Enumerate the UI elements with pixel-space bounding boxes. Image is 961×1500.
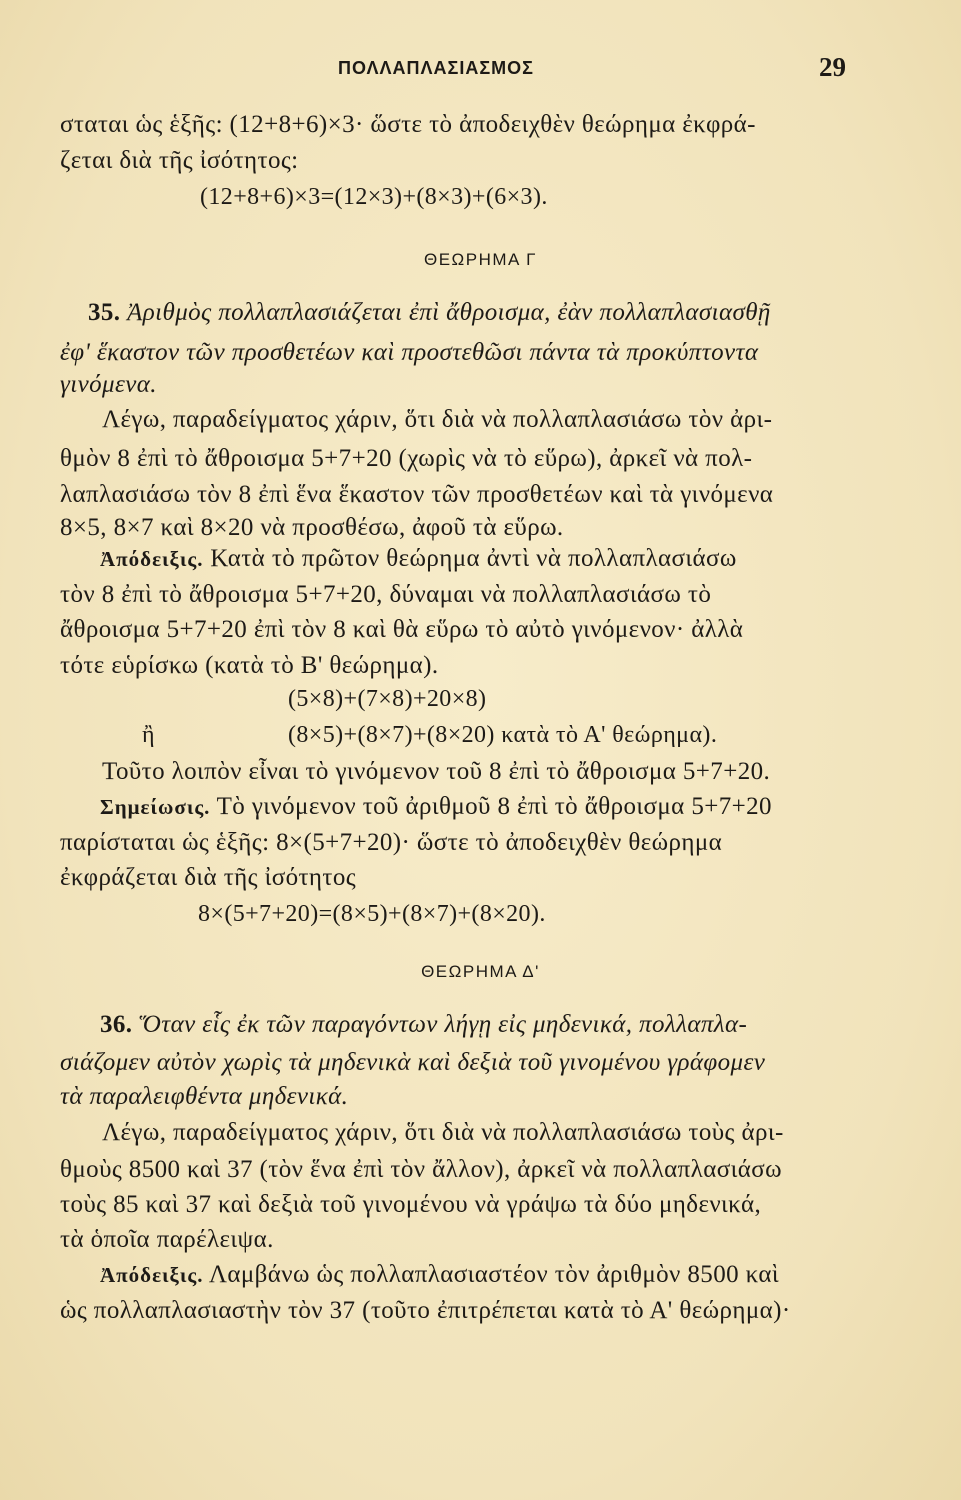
theorem-text: ἐφ' ἕκαστον τῶν προσθετέων καὶ προστεθῶσι πάντα τὰ προκύπτοντα [60, 339, 759, 366]
text-line: ἐκφράζεται διὰ τῆς ἰσότητος [60, 864, 357, 891]
proof-label: Ἀπόδειξις. [100, 1263, 204, 1287]
equation-or: ἢ [142, 722, 155, 748]
section-number: 36. [100, 1011, 133, 1038]
text-line: παρίσταται ὡς ἑξῆς: 8×(5+7+20)· ὥστε τὸ ἀποδειχθὲν θεώρημα [60, 829, 723, 856]
text-line: ζεται διὰ τῆς ἰσότητος: [60, 147, 299, 174]
running-title: ΠΟΛΛΑΠΛΑΣΙΑΣΜΟΣ [338, 58, 534, 78]
text-line: ἄθροισμα 5+7+20 ἐπὶ τὸν 8 καὶ θὰ εὕρω τὸ αὐτὸ γινόμενον· ἀλλὰ [60, 616, 744, 643]
theorem-heading: ΘΕΩΡΗΜΑ Γ [423, 250, 538, 269]
section-number: 35. [88, 299, 121, 326]
proof-line [100, 1260, 779, 1290]
text-line: Λέγω, παραδείγματος χάριν, ὅτι διὰ νὰ πολλαπλασιάσω τοὺς ἀρι- [102, 1119, 784, 1146]
text-line: θμοὺς 8500 καὶ 37 (τὸν ἕνα ἐπὶ τὸν ἄλλον), ἀρκεῖ νὰ πολλαπλασιάσω [60, 1156, 782, 1183]
theorem-heading: ΘΕΩΡΗΜΑ Δ' [421, 962, 540, 981]
theorem-text: γινόμενα. [60, 371, 157, 398]
note-label: Σημείωσις. [100, 795, 211, 819]
equation: (8×5)+(8×7)+(8×20) κατὰ τὸ Α' θεώρημα). [288, 722, 718, 748]
text-line: θμὸν 8 ἐπὶ τὸ ἄθροισμα 5+7+20 (χωρὶς νὰ τὸ εὕρω), ἀρκεῖ νὰ πολ- [60, 445, 753, 472]
text-line: τότε εὑρίσκω (κατὰ τὸ Β' θεώρημα). [60, 652, 439, 679]
text-line: τὸν 8 ἐπὶ τὸ ἄθροισμα 5+7+20, δύναμαι νὰ πολλαπλασιάσω τὸ [60, 581, 712, 608]
theorem-text: σιάζομεν αὐτὸν χωρὶς τὰ μηδενικὰ καὶ δεξιὰ τοῦ γινομένου γράφομεν [60, 1049, 766, 1076]
text-line: τὰ ὁποῖα παρέλειψα. [60, 1226, 274, 1253]
text-line: λαπλασιάσω τὸν 8 ἐπὶ ἕνα ἕκαστον τῶν προσθετέων καὶ τὰ γινόμενα [60, 481, 774, 508]
theorem-statement [88, 298, 771, 328]
text-line: σταται ὡς ἑξῆς: (12+8+6)×3· ὥστε τὸ ἀποδειχθὲν θεώρημα ἐκφρά- [60, 111, 756, 138]
proof-line [100, 544, 737, 574]
theorem-text: Ἀριθμὸς πολλαπλασιάζεται ἐπὶ ἄθροισμα, ἐὰν πολλαπλασιασθῇ [127, 299, 771, 326]
proof-label: Ἀπόδειξις. [100, 547, 204, 571]
text-segment: Τὸ γινόμενον τοῦ ἀριθμοῦ 8 ἐπὶ τὸ ἄθροισμα 5+7+20 [216, 793, 772, 820]
text-segment: Λαμβάνω ὡς πολλαπλασιαστέον τὸν ἀριθμὸν 8500 καὶ [208, 1261, 780, 1288]
equation: 8×(5+7+20)=(8×5)+(8×7)+(8×20). [198, 901, 546, 927]
theorem-text: τὰ παραλειφθέντα μηδενικά. [60, 1083, 349, 1110]
equation: (5×8)+(7×8)+20×8) [288, 686, 487, 712]
text-line: 8×5, 8×7 καὶ 8×20 νὰ προσθέσω, ἀφοῦ τὰ εὕρω. [60, 514, 564, 541]
theorem-statement [100, 1010, 747, 1040]
text-line: τοὺς 85 καὶ 37 καὶ δεξιὰ τοῦ γινομένου νὰ γράψω τὰ δύο μηδενικά, [60, 1191, 762, 1218]
text-line: Λέγω, παραδείγματος χάριν, ὅτι διὰ νὰ πολλαπλασιάσω τὸν ἀρι- [102, 406, 773, 433]
text-segment: Κατὰ τὸ πρῶτον θεώρημα ἀντὶ νὰ πολλαπλασιάσω [210, 545, 737, 572]
page-header [0, 52, 961, 88]
page-number: 29 [819, 52, 846, 82]
theorem-text: Ὅταν εἷς ἐκ τῶν παραγόντων λήγῃ εἰς μηδενικά, πολλαπλα- [139, 1011, 748, 1038]
text-line: Τοῦτο λοιπὸν εἶναι τὸ γινόμενον τοῦ 8 ἐπὶ τὸ ἄθροισμα 5+7+20. [102, 758, 771, 785]
text-line: ὡς πολλαπλασιαστὴν τὸν 37 (τοῦτο ἐπιτρέπεται κατὰ τὸ Α' θεώρημα)· [60, 1297, 791, 1324]
equation: (12+8+6)×3=(12×3)+(8×3)+(6×3). [200, 184, 548, 210]
note-line [100, 792, 772, 822]
